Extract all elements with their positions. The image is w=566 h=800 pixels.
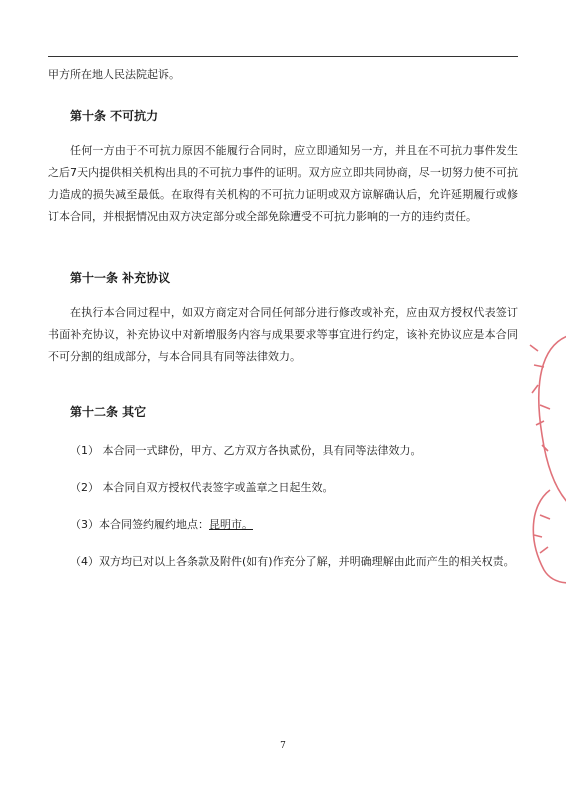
section-10-body (48, 140, 518, 228)
section-12-heading: 第十二条 其它 (70, 405, 147, 419)
carryover-text-block (48, 64, 518, 86)
page-number: 7 (280, 741, 286, 751)
section-11-paragraph: 在执行本合同过程中，如双方商定对合同任何部分进行修改或补充，应由双方授权代表签订书面补充协议，补充协议中对新增服务内容与成果要求等事宜进行约定，该补充协议应是本合同不可分割的组成部分，与本合同具有同等法律效力。 (48, 306, 518, 363)
section-11-heading: 第十一条 补充协议 (70, 271, 171, 285)
section-12-item-2: （2） 本合同自双方授权代表签字或盖章之日起生效。 (70, 481, 334, 494)
section-12-item-3-label: （3）本合同签约履约地点： (70, 518, 209, 531)
section-12-item-1: （1） 本合同一式肆份，甲方、乙方双方各执贰份，具有同等法律效力。 (70, 444, 422, 457)
section-12-item-4: （4）双方均已对以上各条款及附件(如有)作充分了解，并明确理解由此而产生的相关权责。 (70, 555, 515, 568)
section-10-heading: 第十条 不可抗力 (70, 109, 159, 123)
carryover-text: 甲方所在地人民法院起诉。 (48, 68, 180, 81)
section-11-body (48, 302, 518, 368)
header-rule (48, 56, 518, 57)
section-10-paragraph: 任何一方由于不可抗力原因不能履行合同时，应立即通知另一方，并且在不可抗力事件发生之后7天内提供相关机构出具的不可抗力事件的证明。双方应立即共同协商，尽一切努力使不可抗力造成的损失减至最低。在取得有关机构的不可抗力证明或双方谅解确认后，允许延期履行或修订本合同，并根据情况由双方决定部分或全部免除遭受不可抗力影响的一方的违约责任。 (48, 144, 518, 223)
partial-seal-stamp (520, 325, 566, 585)
section-12-item-3 (70, 517, 253, 533)
signing-place-value: 昆明市。 (209, 518, 253, 531)
